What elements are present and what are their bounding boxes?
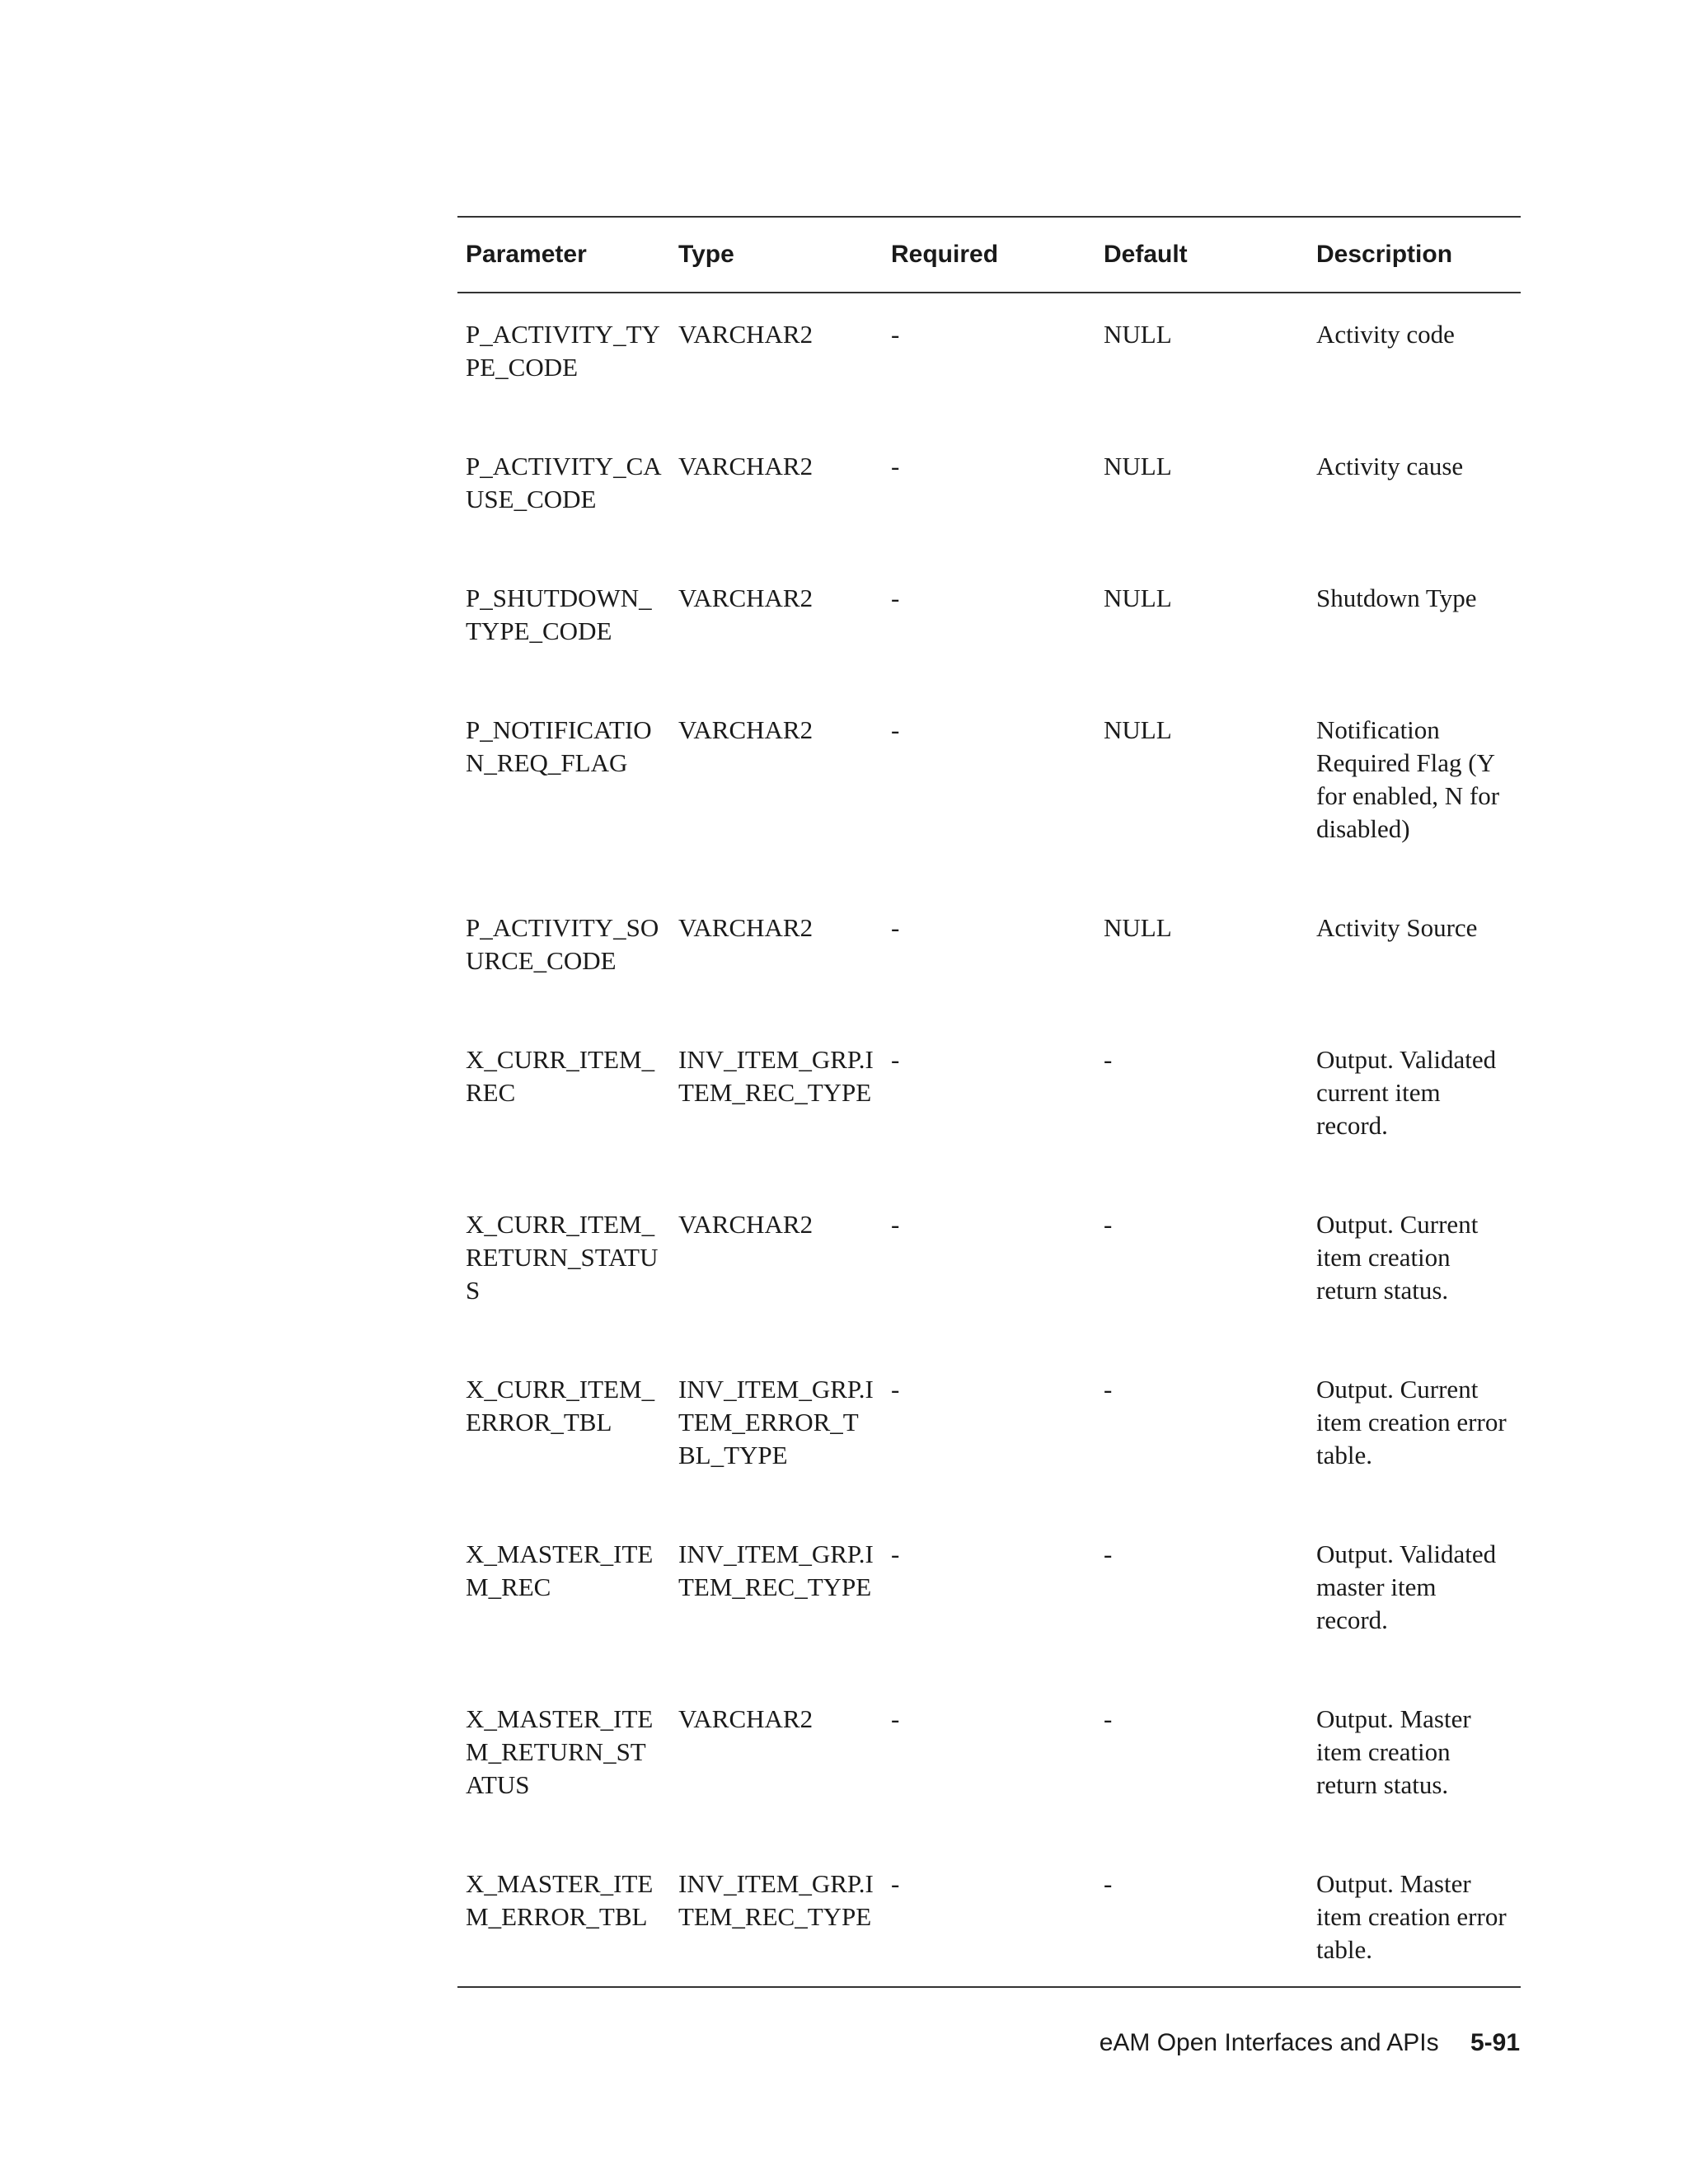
- cell-required: -: [891, 1540, 900, 1568]
- cell-parameter: P_ACTIVITY_CAUSE_CODE: [466, 452, 662, 513]
- table-row: [457, 1680, 1521, 1844]
- cell-description: Output. Current item creation error table.: [1316, 1375, 1507, 1469]
- cell-type: VARCHAR2: [678, 320, 814, 349]
- cell-type: VARCHAR2: [678, 1210, 814, 1239]
- cell-default: -: [1104, 1540, 1113, 1568]
- table-row: [457, 1515, 1521, 1680]
- cell-type: INV_ITEM_GRP.ITEM_REC_TYPE: [678, 1869, 874, 1931]
- table-row: [457, 559, 1521, 691]
- cell-parameter: X_CURR_ITEM_RETURN_STATUS: [466, 1210, 659, 1305]
- cell-parameter: P_NOTIFICATION_REQ_FLAG: [466, 715, 652, 777]
- cell-description: Activity cause: [1316, 452, 1464, 480]
- cell-default: NULL: [1104, 452, 1172, 480]
- cell-default: NULL: [1104, 583, 1172, 612]
- cell-type: VARCHAR2: [678, 452, 814, 480]
- cell-parameter: X_MASTER_ITEM_REC: [466, 1540, 654, 1601]
- cell-default: -: [1104, 1869, 1113, 1898]
- table-row: [457, 293, 1521, 427]
- table-row: [457, 691, 1521, 888]
- table-row: [457, 1020, 1521, 1185]
- cell-description: Output. Current item creation return status.: [1316, 1210, 1479, 1305]
- cell-description: Output. Validated current item record.: [1316, 1045, 1497, 1140]
- cell-description: Activity Source: [1316, 913, 1478, 942]
- cell-type: VARCHAR2: [678, 583, 814, 612]
- header-type: Type: [678, 241, 734, 268]
- cell-description: Output. Master item creation return status.: [1316, 1704, 1471, 1799]
- cell-default: NULL: [1104, 715, 1172, 744]
- cell-parameter: P_ACTIVITY_TYPE_CODE: [466, 320, 660, 382]
- table-row: [457, 1185, 1521, 1350]
- cell-default: -: [1104, 1375, 1113, 1404]
- table-row: [457, 1350, 1521, 1515]
- header-default: Default: [1104, 241, 1188, 268]
- cell-required: -: [891, 1210, 900, 1239]
- cell-type: VARCHAR2: [678, 913, 814, 942]
- cell-type: INV_ITEM_GRP.ITEM_ERROR_TBL_TYPE: [678, 1375, 874, 1469]
- page-footer: [1100, 2029, 1520, 2057]
- cell-default: -: [1104, 1704, 1113, 1733]
- table-header: [457, 217, 1521, 293]
- cell-required: -: [891, 1045, 900, 1074]
- cell-default: -: [1104, 1210, 1113, 1239]
- cell-required: -: [891, 1869, 900, 1898]
- table-body: [457, 293, 1521, 1987]
- parameter-table: [457, 216, 1521, 1988]
- table-row: [457, 1844, 1521, 1987]
- cell-parameter: X_CURR_ITEM_ERROR_TBL: [466, 1375, 655, 1436]
- footer-title: eAM Open Interfaces and APIs: [1099, 2029, 1439, 2056]
- cell-default: NULL: [1104, 913, 1172, 942]
- cell-description: Notification Required Flag (Y for enabled, N for disabled): [1316, 715, 1500, 843]
- cell-description: Output. Master item creation error table.: [1316, 1869, 1507, 1964]
- cell-parameter: X_MASTER_ITEM_RETURN_STATUS: [466, 1704, 654, 1799]
- table-row: [457, 888, 1521, 1020]
- cell-default: -: [1104, 1045, 1113, 1074]
- cell-required: -: [891, 1704, 900, 1733]
- cell-type: INV_ITEM_GRP.ITEM_REC_TYPE: [678, 1045, 874, 1107]
- header-row: [457, 217, 1521, 293]
- cell-required: -: [891, 913, 900, 942]
- cell-required: -: [891, 452, 900, 480]
- cell-description: Activity code: [1316, 320, 1455, 349]
- cell-required: -: [891, 1375, 900, 1404]
- cell-required: -: [891, 715, 900, 744]
- header-description: Description: [1316, 241, 1453, 268]
- cell-description: Output. Validated master item record.: [1316, 1540, 1497, 1634]
- cell-parameter: P_ACTIVITY_SOURCE_CODE: [466, 913, 659, 975]
- cell-parameter: X_MASTER_ITEM_ERROR_TBL: [466, 1869, 654, 1931]
- cell-type: INV_ITEM_GRP.ITEM_REC_TYPE: [678, 1540, 874, 1601]
- cell-parameter: X_CURR_ITEM_REC: [466, 1045, 655, 1107]
- cell-parameter: P_SHUTDOWN_TYPE_CODE: [466, 583, 652, 645]
- cell-default: NULL: [1104, 320, 1172, 349]
- cell-type: VARCHAR2: [678, 715, 814, 744]
- header-parameter: Parameter: [466, 241, 587, 268]
- header-required: Required: [891, 241, 999, 268]
- page-number: 5-91: [1470, 2029, 1520, 2056]
- cell-required: -: [891, 583, 900, 612]
- cell-required: -: [891, 320, 900, 349]
- cell-description: Shutdown Type: [1316, 583, 1477, 612]
- table-row: [457, 427, 1521, 559]
- cell-type: VARCHAR2: [678, 1704, 814, 1733]
